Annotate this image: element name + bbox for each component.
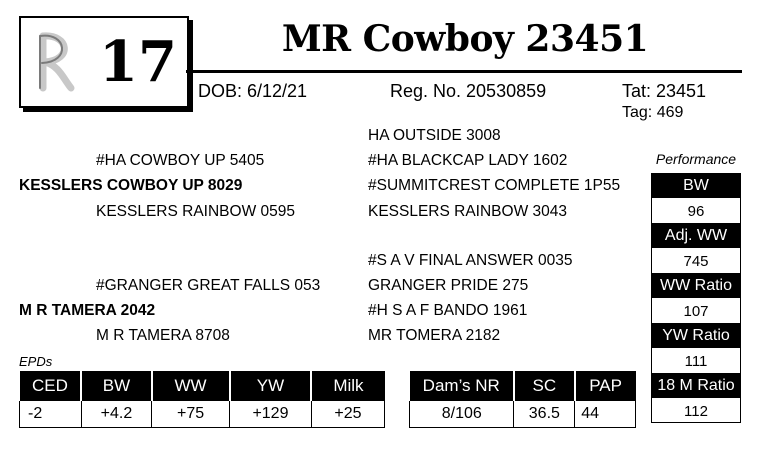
performance-panel (651, 173, 741, 423)
epds-title: EPDs (19, 354, 53, 369)
perf-value-ww-ratio: 107 (651, 298, 741, 323)
pedigree-dam-dam-dam: MR TOMERA 2182 (368, 327, 501, 344)
epd-header-milk: Milk (311, 371, 384, 401)
epd-header-bw: BW (81, 371, 151, 401)
performance-title: Performance (655, 151, 737, 167)
pedigree-dam-sire-dam: GRANGER PRIDE 275 (368, 277, 529, 294)
perf-value-yw-ratio: 111 (651, 348, 741, 373)
perf-label-yw-ratio: YW Ratio (651, 323, 741, 348)
perf-label-adj-ww: Adj. WW (651, 223, 741, 248)
perf-value-bw: 96 (651, 198, 741, 223)
pedigree-sire-sire-dam: #HA BLACKCAP LADY 1602 (368, 152, 568, 169)
pedigree-dam-sire-sire: #S A V FINAL ANSWER 0035 (368, 252, 573, 269)
epd-header-ced: CED (20, 371, 82, 401)
pedigree-sire-sire-sire: HA OUTSIDE 3008 (368, 127, 501, 144)
dam-header-pap: PAP (575, 371, 636, 401)
perf-value-18m-ratio: 112 (651, 398, 741, 423)
pedigree-dam-sire: #GRANGER GREAT FALLS 053 (96, 277, 321, 294)
lot-box (19, 16, 189, 108)
dob: DOB: 6/12/21 (198, 81, 308, 101)
ranch-logo-icon (29, 26, 85, 98)
perf-label-18m-ratio: 18 M Ratio (651, 373, 741, 398)
epd-value-ced: -2 (20, 401, 82, 428)
dam-value-sc: 36.5 (514, 401, 575, 428)
epd-header-yw: YW (230, 371, 312, 401)
dam-header-sc: SC (514, 371, 575, 401)
epd-value-yw: +129 (230, 401, 312, 428)
epd-value-bw: +4.2 (81, 401, 151, 428)
epd-value-ww: +75 (152, 401, 230, 428)
perf-label-bw: BW (651, 173, 741, 198)
pedigree-sire-dam-dam: KESSLERS RAINBOW 3043 (368, 203, 567, 220)
registration-number: Reg. No. 20530859 (390, 81, 547, 101)
lot-number: 17 (99, 29, 177, 95)
dam-value-nr: 8/106 (410, 401, 514, 428)
perf-value-adj-ww: 745 (651, 248, 741, 273)
perf-label-ww-ratio: WW Ratio (651, 273, 741, 298)
tattoo: Tat: 23451 (622, 81, 707, 101)
pedigree-dam: M R TAMERA 2042 (19, 302, 156, 319)
pedigree-dam-dam: M R TAMERA 8708 (96, 327, 230, 344)
pedigree-sire-sire: #HA COWBOY UP 5405 (96, 152, 265, 169)
dam-header-nr: Dam’s NR (410, 371, 514, 401)
pedigree-sire: KESSLERS COWBOY UP 8029 (19, 177, 243, 194)
header-divider (186, 70, 742, 73)
tag-number: Tag: 469 (622, 104, 684, 121)
epd-header-ww: WW (152, 371, 230, 401)
epd-table (19, 371, 385, 428)
dam-stats-table (409, 371, 636, 428)
epd-value-milk: +25 (311, 401, 384, 428)
pedigree-sire-dam: KESSLERS RAINBOW 0595 (96, 203, 295, 220)
pedigree-sire-dam-sire: #SUMMITCREST COMPLETE 1P55 (368, 177, 621, 194)
pedigree-dam-dam-sire: #H S A F BANDO 1961 (368, 302, 528, 319)
animal-name: MR Cowboy 23451 (281, 18, 649, 60)
dam-value-pap: 44 (575, 401, 636, 428)
